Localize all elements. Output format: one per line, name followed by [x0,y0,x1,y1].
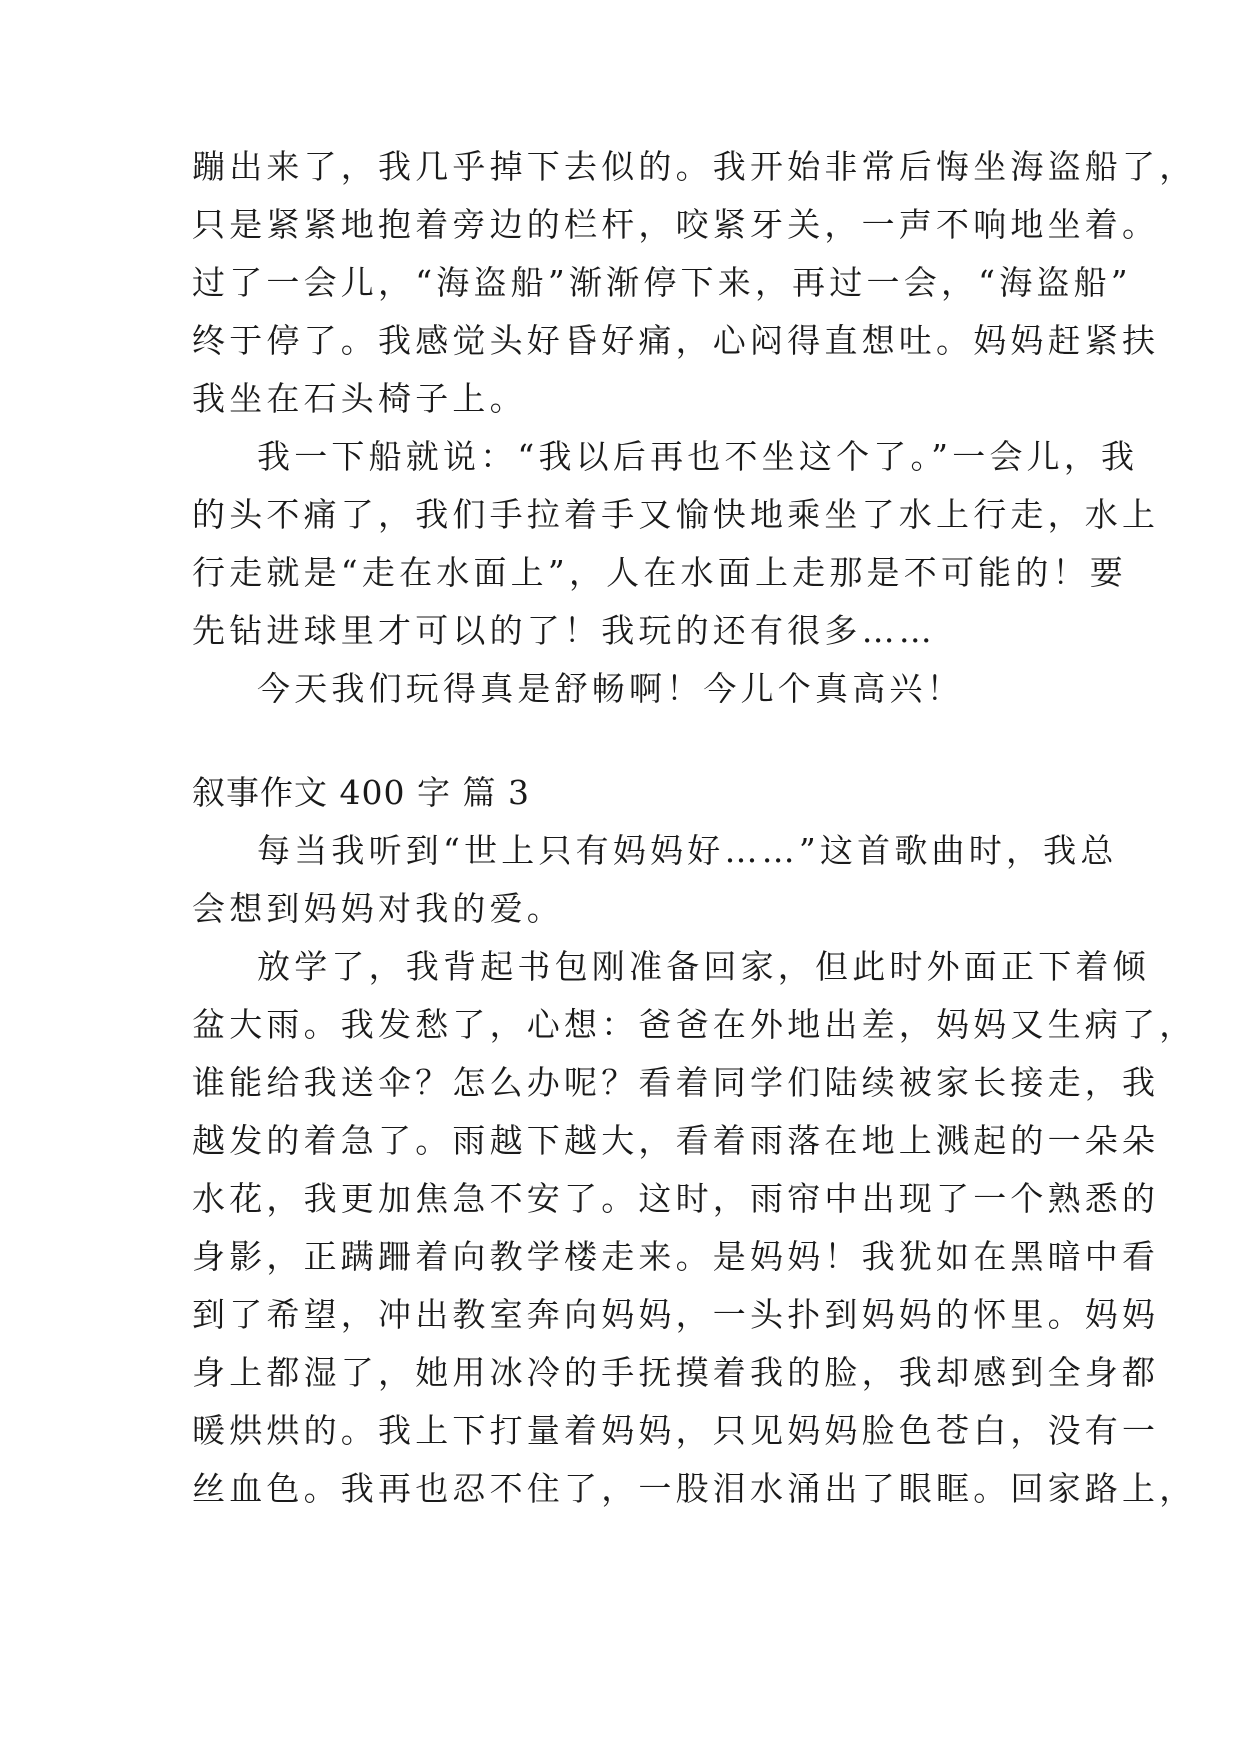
text-line: 我一下船就说：“我以后再也不坐这个了。”一会儿，我 [257,437,1139,476]
text-line: 盆大雨。我发愁了，心想：爸爸在外地出差，妈妈又生病了， [192,1005,1197,1044]
text-line: 每当我听到“世上只有妈妈好……”这首歌曲时，我总 [257,831,1118,870]
text-line: 行走就是“走在水面上”，人在水面上走那是不可能的！要 [192,553,1127,592]
text-line: 会想到妈妈对我的爱。 [192,889,564,928]
text-line: 越发的着急了。雨越下越大，看着雨落在地上溅起的一朵朵 [192,1121,1160,1160]
text-line: 暖烘烘的。我上下打量着妈妈，只见妈妈脸色苍白，没有一 [192,1411,1160,1450]
text-line: 谁能给我送伞？怎么办呢？看着同学们陆续被家长接走，我 [192,1063,1160,1102]
text-line: 放学了，我背起书包刚准备回家，但此时外面正下着倾 [257,947,1150,986]
text-line: 的头不痛了，我们手拉着手又愉快地乘坐了水上行走，水上 [192,495,1160,534]
text-line: 只是紧紧地抱着旁边的栏杆，咬紧牙关，一声不响地坐着。 [192,205,1160,244]
text-line: 水花，我更加焦急不安了。这时，雨帘中出现了一个熟悉的 [192,1179,1160,1218]
text-line: 终于停了。我感觉头好昏好痛，心闷得直想吐。妈妈赶紧扶 [192,321,1160,360]
text-line: 今天我们玩得真是舒畅啊！今儿个真高兴！ [257,669,964,708]
text-line: 我坐在石头椅子上。 [192,379,527,418]
text-line: 蹦出来了，我几乎掉下去似的。我开始非常后悔坐海盗船了， [192,147,1197,186]
text-line: 丝血色。我再也忍不住了，一股泪水涌出了眼眶。回家路上， [192,1469,1197,1508]
text-line: 身影，正蹒跚着向教学楼走来。是妈妈！我犹如在黑暗中看 [192,1237,1160,1276]
text-line: 过了一会儿，“海盗船”渐渐停下来，再过一会，“海盗船” [192,263,1132,302]
text-line: 先钻进球里才可以的了！我玩的还有很多…… [192,611,936,650]
text-line: 到了希望，冲出教室奔向妈妈，一头扑到妈妈的怀里。妈妈 [192,1295,1160,1334]
text-line: 身上都湿了，她用冰冷的手抚摸着我的脸，我却感到全身都 [192,1353,1160,1392]
section-heading: 叙事作文 400 字 篇 3 [192,773,530,812]
